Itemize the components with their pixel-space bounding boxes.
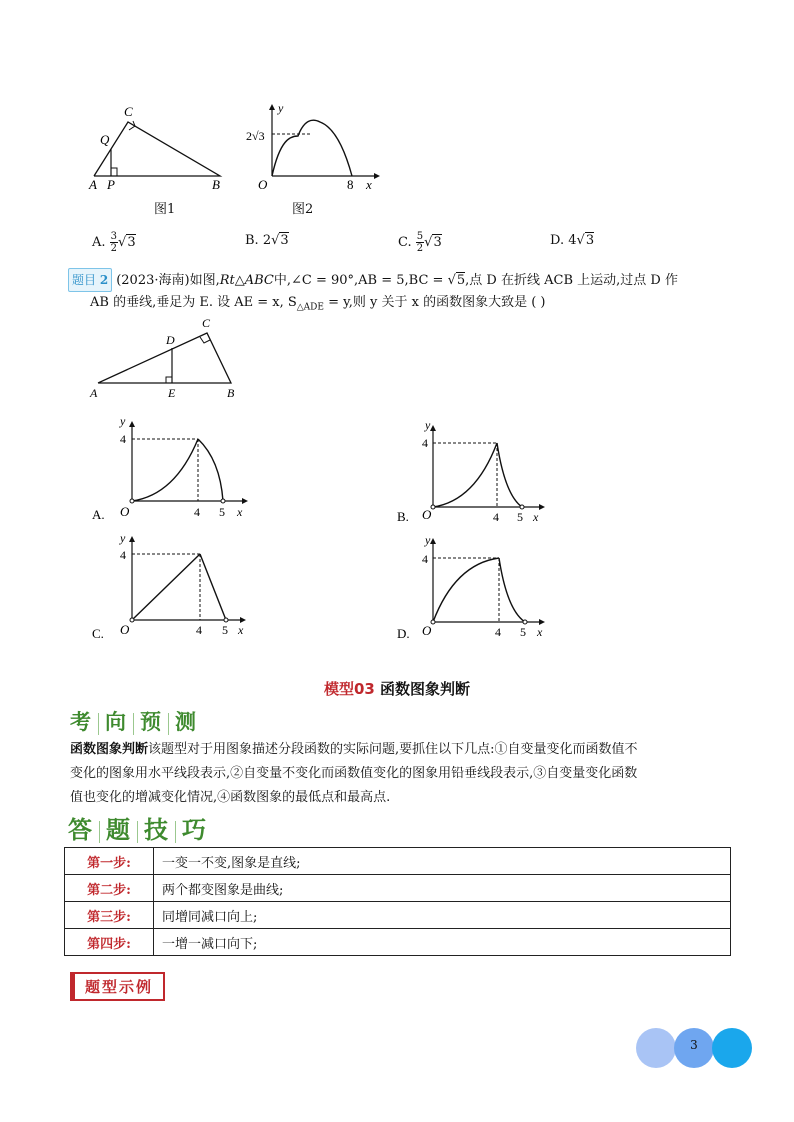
- svg-text:x: x: [238, 623, 244, 637]
- prev-option-b[interactable]: B. 2√3: [245, 233, 289, 248]
- fig1-caption: 图1: [154, 202, 176, 217]
- figure-1-triangle: [84, 100, 234, 195]
- fig1-label-c: C: [124, 104, 133, 119]
- fig2-label-x: x: [366, 177, 372, 192]
- svg-text:y: y: [120, 415, 126, 428]
- graph-option-b[interactable]: [395, 415, 565, 527]
- question-badge: 题目 2: [68, 268, 112, 292]
- svg-text:5: 5: [219, 505, 225, 519]
- fig1-label-b: B: [212, 177, 220, 192]
- svg-text:x: x: [237, 505, 243, 519]
- step-text: 同增同减口向上;: [154, 902, 731, 929]
- question-2-triangle: [86, 315, 246, 403]
- steps-table: [64, 847, 731, 956]
- page-number: 3: [690, 1038, 698, 1052]
- fig2-label-xmax: 8: [347, 177, 354, 192]
- svg-text:5: 5: [520, 625, 526, 639]
- table-row: [65, 902, 731, 929]
- svg-text:D.: D.: [397, 626, 410, 641]
- svg-text:O: O: [422, 507, 432, 522]
- svg-text:4: 4: [495, 625, 501, 639]
- q2-label-b: B: [227, 386, 235, 400]
- circle-decoration: [636, 1028, 676, 1068]
- prev-option-c[interactable]: C. $\frac{5}{2}$ √3: [398, 231, 442, 254]
- fig2-label-y: y: [278, 101, 284, 115]
- q2-label-d: D: [166, 333, 175, 347]
- svg-text:A.: A.: [92, 507, 105, 522]
- svg-text:5: 5: [517, 510, 523, 524]
- svg-text:4: 4: [422, 436, 428, 450]
- svg-text:4: 4: [493, 510, 499, 524]
- heading-dati-jiqiao: 答 题 技 巧: [68, 815, 207, 844]
- table-row: [65, 875, 731, 902]
- step-label: 第三步:: [65, 902, 154, 929]
- q2-label-e: E: [168, 386, 176, 400]
- heading-kaoxiang-yuce: 考 向 预 测: [70, 709, 197, 734]
- svg-text:B.: B.: [397, 509, 409, 524]
- fig2-caption: 图2: [292, 202, 314, 217]
- step-label: 第一步:: [65, 848, 154, 875]
- fig1-label-a: A: [89, 177, 97, 192]
- svg-text:4: 4: [196, 623, 202, 637]
- svg-text:O: O: [422, 623, 432, 638]
- prev-option-d[interactable]: D. 4√3: [550, 233, 595, 248]
- fig1-label-p: P: [107, 177, 115, 192]
- svg-text:y: y: [120, 531, 126, 545]
- step-label: 第四步:: [65, 929, 154, 956]
- svg-text:y: y: [425, 418, 431, 432]
- figure-2-graph: [240, 100, 380, 195]
- svg-text:x: x: [537, 625, 543, 639]
- question-2-text: 题目 2 (2023·海南)如图,Rt△ABC中,∠C = 90°,AB = 5,BC = √5,点 D 在折线 ACB 上运动,过点 D 作 AB 的垂线,垂足为 E. 设 AE = x, $S_{\triangle ADE} = y$,则 y 关于 x 的函数图象大致是 ( ): [68, 268, 748, 319]
- step-label: 第二步:: [65, 875, 154, 902]
- page-number-badge: [636, 1026, 756, 1070]
- svg-text:4: 4: [120, 432, 126, 446]
- table-row: [65, 848, 731, 875]
- svg-text:x: x: [533, 510, 539, 524]
- prev-option-a[interactable]: A. $\frac{3}{2}$ √3: [92, 231, 136, 254]
- svg-text:O: O: [120, 622, 130, 637]
- intro-paragraph: 函数图象判断该题型对于用图象描述分段函数的实际问题,要抓住以下几点:①自变量变化而函数值不 变化的图象用水平线段表示,②自变量不变化而函数值变化的图象用铅垂线段表示,③自变量变化函数 值也变化的增减变化情况,④函数图象的最低点和最高点.: [70, 742, 638, 805]
- graph-option-c[interactable]: [90, 530, 260, 642]
- fig2-label-ymax: 2√3: [246, 129, 265, 143]
- svg-text:4: 4: [120, 548, 126, 562]
- step-text: 一增一减口向下;: [154, 929, 731, 956]
- model-title: 模型03 函数图象判断: [323, 680, 471, 698]
- svg-text:5: 5: [222, 623, 228, 637]
- q2-label-c: C: [202, 316, 211, 330]
- example-tag: 题型示例: [70, 972, 165, 1001]
- graph-option-d[interactable]: [395, 530, 565, 642]
- svg-text:y: y: [425, 533, 431, 547]
- table-row: [65, 929, 731, 956]
- graph-option-a[interactable]: [90, 415, 260, 527]
- circle-decoration: [712, 1028, 752, 1068]
- q2-label-a: A: [90, 386, 98, 400]
- svg-text:C.: C.: [92, 626, 104, 641]
- fig1-label-q: Q: [100, 132, 110, 147]
- fig2-label-o: O: [258, 177, 268, 192]
- step-text: 一变一不变,图象是直线;: [154, 848, 731, 875]
- svg-text:4: 4: [194, 505, 200, 519]
- step-text: 两个都变图象是曲线;: [154, 875, 731, 902]
- svg-text:O: O: [120, 504, 130, 519]
- svg-text:4: 4: [422, 552, 428, 566]
